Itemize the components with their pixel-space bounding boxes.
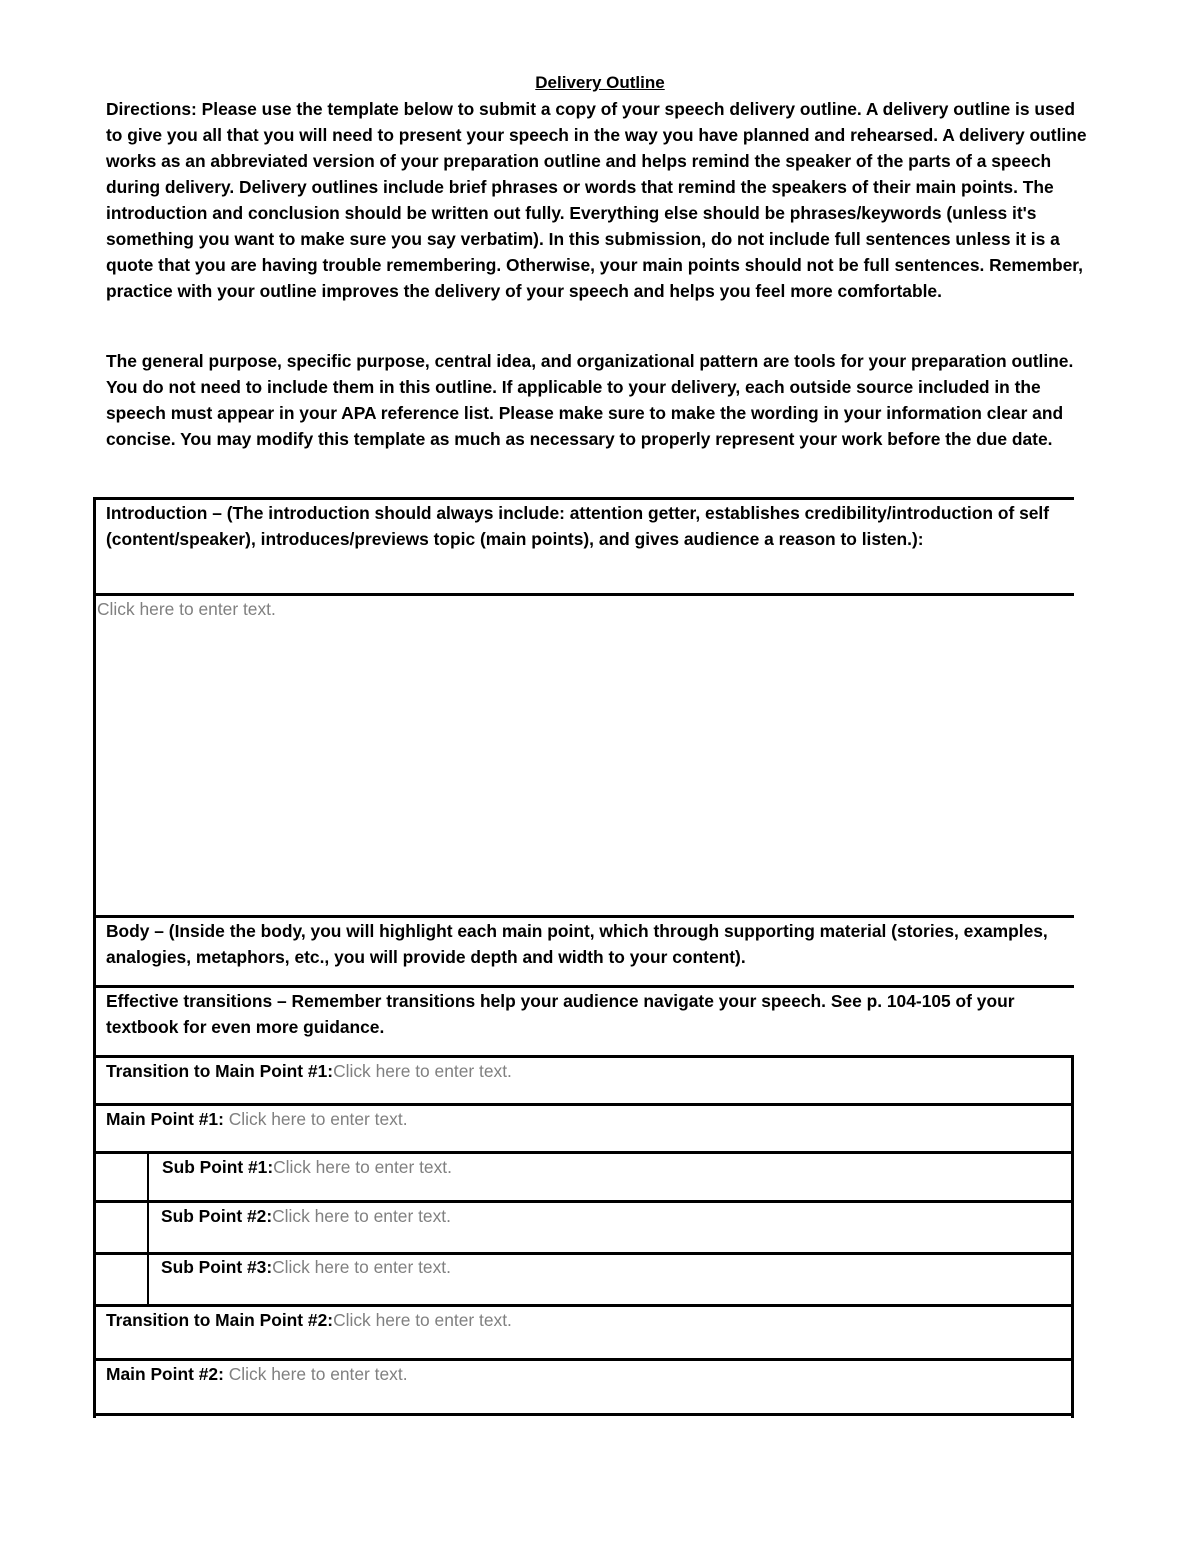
body-header: Body – (Inside the body, you will highlight each main point, which through supporting material (stories, examples, analogies, metaphors, etc., you will provide depth and width to your content). — [106, 921, 1048, 967]
main-point-1-row[interactable]: Main Point #1: Click here to enter text. — [106, 1109, 408, 1129]
transition-main-point-2-row[interactable]: Transition to Main Point #2:Click here to enter text. — [106, 1310, 512, 1330]
rows-right-border — [1071, 1055, 1074, 1418]
sub-point-1-row[interactable]: Sub Point #1:Click here to enter text. — [162, 1157, 452, 1177]
subpoint-indent-border — [147, 1151, 149, 1307]
directions-paragraph: Directions: Please use the template below to submit a copy of your speech delivery outline. A delivery outline is used to give you all that you will need to present your speech in the way you have planned and rehearsed. A delivery outline works as an abbreviated version of your preparation outline and helps remind the speaker of the parts of a speech during delivery. Delivery outlines include brief phrases or words that remind the speakers of their main points. The introduction and conclusion should be written out fully. Everything else should be phrases/keywords (unless it's something you want to make sure you say verbatim). In this submission, do not include full sentences unless it is a quote that you are having trouble remembering. Otherwise, your main points should not be full sentences. Remember, practice with your outline improves the delivery of your speech and helps you feel more comfortable. — [106, 99, 1087, 301]
table-bottom-border — [93, 1413, 1074, 1416]
general-note-paragraph: The general purpose, specific purpose, central idea, and organizational pattern are tools for your preparation outline. You do not need to include them in this outline. If applicable to your delivery, each outside source included in the speech must appear in your APA reference list. Please make sure to make the wording in your information clear and concise. You may modify this template as much as necessary to properly represent your work before the due date. — [106, 351, 1074, 449]
table-left-border — [93, 497, 96, 1418]
introduction-header: Introduction – (The introduction should always include: attention getter, establishes credibility/introduction of self (content/speaker), introduces/previews topic (main points), and gives audience a reason to listen.): — [106, 503, 1050, 549]
page-title: Delivery Outline — [535, 73, 665, 92]
introduction-input[interactable]: Click here to enter text. — [97, 599, 276, 619]
transitions-header: Effective transitions – Remember transitions help your audience navigate your speech. See p. 104-105 of your textbook for even more guidance. — [106, 991, 1015, 1037]
sub-point-2-row[interactable]: Sub Point #2:Click here to enter text. — [161, 1206, 451, 1226]
sub-point-3-row[interactable]: Sub Point #3:Click here to enter text. — [161, 1257, 451, 1277]
transition-main-point-1-row[interactable]: Transition to Main Point #1:Click here to enter text. — [106, 1061, 512, 1081]
main-point-2-row[interactable]: Main Point #2: Click here to enter text. — [106, 1364, 408, 1384]
